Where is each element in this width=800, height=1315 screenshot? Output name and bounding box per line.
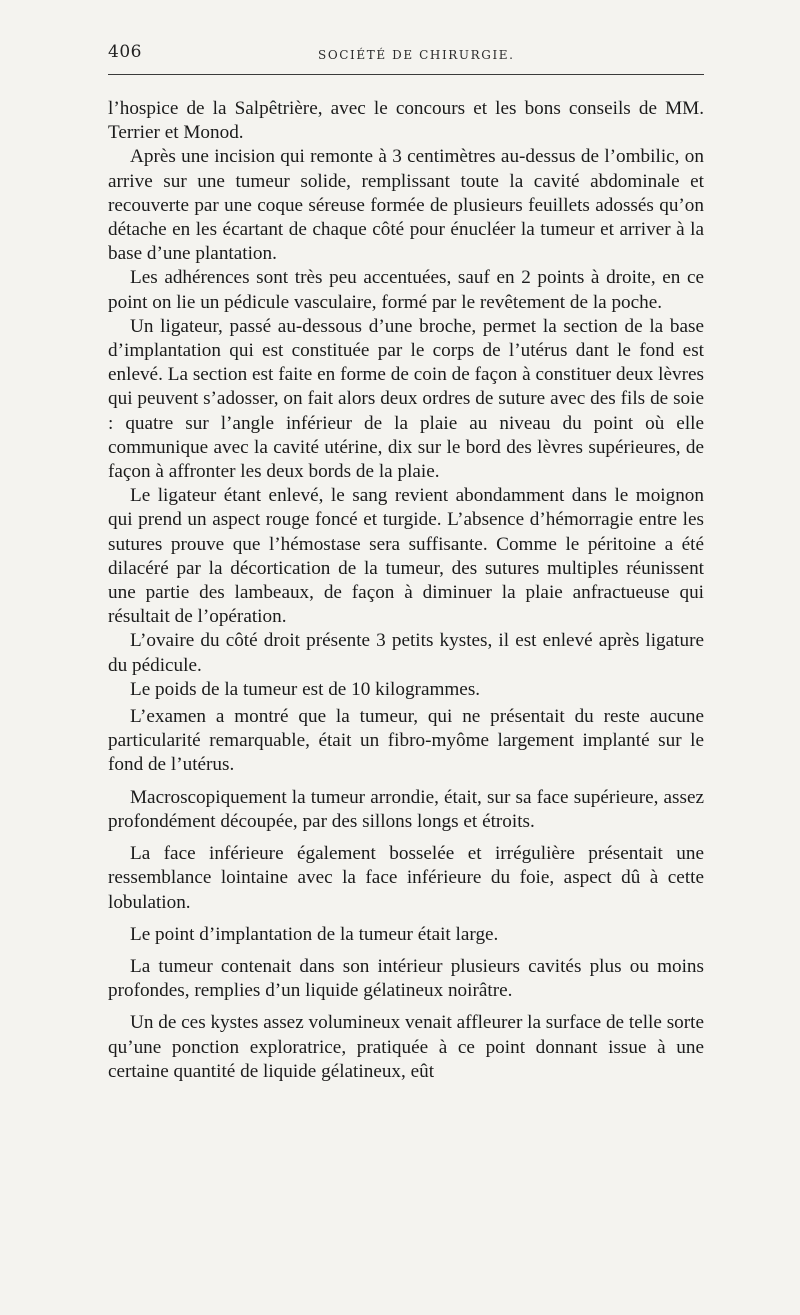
paragraph-ovaire: L’ovaire du côté droit présente 3 petits kystes, il est enlevé après ligature du pédicule.	[108, 630, 704, 676]
paragraph-poids: Le poids de la tumeur est de 10 kilogrammes.	[130, 678, 481, 700]
running-title: SOCIÉTÉ DE CHIRURGIE.	[318, 48, 515, 62]
paragraph-continuation: l’hospice de la Salpêtrière, avec le concours et les bons conseils de MM. Terrier et Monod.	[108, 98, 704, 144]
paragraph-examen: L’examen a montré que la tumeur, qui ne présentait du reste aucune particularité remarquable, était un fibro-myôme largement implanté sur le fond de l’utérus.	[108, 706, 704, 776]
running-header	[108, 42, 704, 70]
paragraph-macroscopie: Macroscopiquement la tumeur arrondie, était, sur sa face supérieure, assez profondément découpée, par des sillons longs et étroits.	[108, 786, 704, 832]
paragraph-cavites: La tumeur contenait dans son intérieur plusieurs cavités plus ou moins profondes, remplies d’un liquide gélatineux noirâtre.	[108, 955, 704, 1002]
paragraph-incision: Après une incision qui remonte à 3 centimètres au-dessus de l’ombilic, on arrive sur une tumeur solide, remplissant toute la cavité abdominale et recouverte par une coque séreuse formée de plusieurs feuillets adossés qu’on détache en les écartant de chaque côté pour énucléer la tumeur et arriver à la base d’une plantation.	[108, 146, 704, 265]
body-text	[108, 97, 704, 1084]
paragraph-kystes: Un de ces kystes assez volumineux venait affleurer la surface de telle sorte qu’une ponction exploratrice, pratiquée à ce point donnant issue à une certaine quantité de liquide gélatineux, eût	[108, 1012, 704, 1082]
paragraph-ligateur: Un ligateur, passé au-dessous d’une broche, permet la section de la base d’implantation qui est constituée par le corps de l’utérus dant le fond est enlevé. La section est faite en forme de coin de façon à constituer deux lèvres qui peuvent s’adosser, on fait alors deux ordres de suture avec des fils de soie : quatre sur l’angle inférieur de la plaie au niveau du point où elle communique avec la cavité utérine, dix sur le bord des lèvres supérieures, de façon à affronter les deux bords de la plaie.	[108, 315, 704, 483]
paragraph-hemostase: Le ligateur étant enlevé, le sang revient abondamment dans le moignon qui prend un aspect rouge foncé et turgide. L’absence d’hémorragie entre les sutures prouve que l’hémostase sera suffisante. Comme le péritoine a été dilacéré par la décortication de la tumeur, des sutures multiples réunissent une partie des lambeaux, de façon à diminuer la plaie anfractueuse qui résultait de l’opération.	[108, 485, 704, 628]
page-content	[108, 42, 704, 1084]
page-number: 406	[108, 42, 142, 62]
header-rule	[108, 74, 704, 75]
paragraph-adherences: Les adhérences sont très peu accentuées, sauf en 2 points à droite, en ce point on lie un pédicule vasculaire, formé par le revêtement de la poche.	[108, 267, 704, 313]
paragraph-implantation: Le point d’implantation de la tumeur était large.	[130, 923, 499, 945]
paragraph-face-inferieure: La face inférieure également bosselée et irrégulière présentait une ressemblance lointaine avec la face inférieure du foie, aspect dû à cette lobulation.	[108, 843, 704, 913]
